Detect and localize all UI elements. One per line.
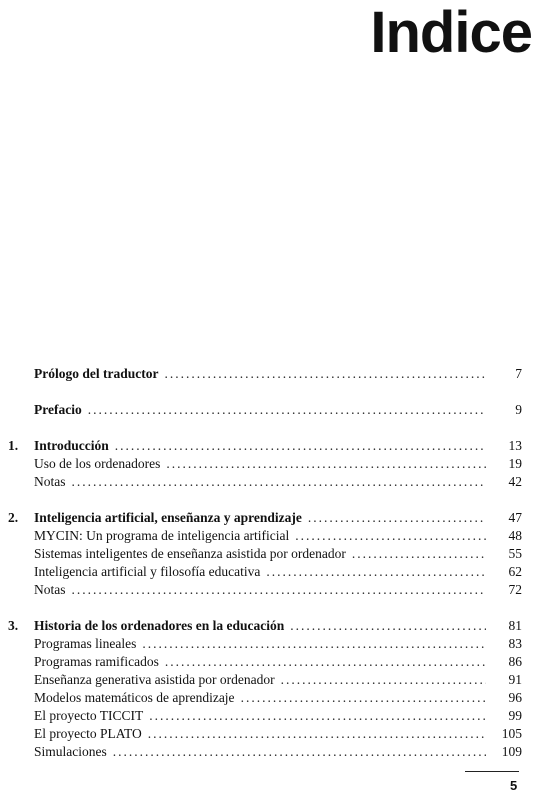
toc-subentry	[0, 708, 538, 726]
dot-leader	[72, 474, 487, 490]
dot-leader	[295, 528, 486, 544]
toc-page-number: 48	[508, 528, 522, 543]
toc-page-number: 83	[508, 636, 522, 651]
toc-entry-label: Inteligencia artificial y filosofía educativa	[34, 564, 261, 579]
toc-subentry	[0, 690, 538, 708]
toc-entry-label: Enseñanza generativa asistida por ordenador	[34, 672, 275, 687]
toc-entry-label: MYCIN: Un programa de inteligencia artificial	[34, 528, 290, 543]
toc-entry-label: Prólogo del traductor	[34, 366, 159, 381]
chapter-number: 3.	[8, 618, 19, 633]
toc-entry-prefacio	[0, 402, 538, 420]
toc-page-number: 42	[508, 474, 522, 489]
chapter-number: 1.	[8, 438, 19, 453]
toc-page-number: 105	[501, 726, 522, 741]
toc-page-number: 55	[508, 546, 522, 561]
toc-subentry	[0, 744, 538, 762]
toc-entry-label: Modelos matemáticos de aprendizaje	[34, 690, 235, 705]
toc-entry-label: Introducción	[34, 438, 109, 453]
toc-entry-label: Notas	[34, 582, 66, 597]
dot-leader	[165, 654, 486, 670]
dot-leader	[308, 510, 486, 526]
dot-leader	[166, 456, 486, 472]
toc-page-number: 99	[508, 708, 522, 723]
toc-page-number: 81	[508, 618, 522, 633]
dot-leader	[115, 438, 486, 454]
toc-page-number: 9	[515, 402, 522, 417]
toc-entry-label: Inteligencia artificial, enseñanza y aprendizaje	[34, 510, 302, 525]
toc-entry-label: Historia de los ordenadores en la educación	[34, 618, 285, 633]
toc-chapter-1	[0, 438, 538, 456]
toc-page-number: 109	[501, 744, 522, 759]
toc-entry-label: Prefacio	[34, 402, 82, 417]
page-title: Indice	[370, 0, 532, 65]
footer-rule	[465, 771, 519, 772]
toc-entry-label: Programas ramificados	[34, 654, 159, 669]
toc-page-number: 96	[508, 690, 522, 705]
toc-entry-label: Sistemas inteligentes de enseñanza asistida por ordenador	[34, 546, 346, 561]
toc-page-number: 91	[508, 672, 522, 687]
toc-subentry	[0, 564, 538, 582]
toc-page-number: 19	[508, 456, 522, 471]
dot-leader	[266, 564, 486, 580]
dot-leader	[241, 690, 486, 706]
toc-entry-label: El proyecto PLATO	[34, 726, 142, 741]
toc-subentry	[0, 654, 538, 672]
toc-subentry	[0, 528, 538, 546]
toc-subentry	[0, 672, 538, 690]
toc-subentry	[0, 726, 538, 744]
toc-chapter-2	[0, 510, 538, 528]
toc-page-number: 7	[515, 366, 522, 381]
toc-entry-label: Programas lineales	[34, 636, 137, 651]
dot-leader	[281, 672, 486, 688]
toc-subentry	[0, 456, 538, 474]
dot-leader	[290, 618, 486, 634]
dot-leader	[352, 546, 486, 562]
toc-entry-label: Simulaciones	[34, 744, 107, 759]
toc-entry-label: El proyecto TICCIT	[34, 708, 144, 723]
dot-leader	[164, 366, 486, 382]
toc-entry-label: Notas	[34, 474, 66, 489]
dot-leader	[148, 726, 486, 742]
dot-leader	[88, 402, 486, 418]
dot-leader	[142, 636, 486, 652]
toc-page-number: 13	[508, 438, 522, 453]
toc-page-number: 72	[508, 582, 522, 597]
toc-subentry	[0, 474, 538, 492]
dot-leader	[149, 708, 486, 724]
folio-page-number: 5	[510, 778, 518, 793]
toc-page-number: 62	[508, 564, 522, 579]
chapter-number: 2.	[8, 510, 19, 525]
toc-entry-prologo	[0, 366, 538, 384]
toc-page-number: 86	[508, 654, 522, 669]
toc-subentry	[0, 546, 538, 564]
dot-leader	[113, 744, 486, 760]
toc-subentry	[0, 582, 538, 600]
toc-entry-label: Uso de los ordenadores	[34, 456, 161, 471]
toc-page-number: 47	[508, 510, 522, 525]
toc-chapter-3	[0, 618, 538, 636]
toc-subentry	[0, 636, 538, 654]
dot-leader	[72, 582, 487, 598]
